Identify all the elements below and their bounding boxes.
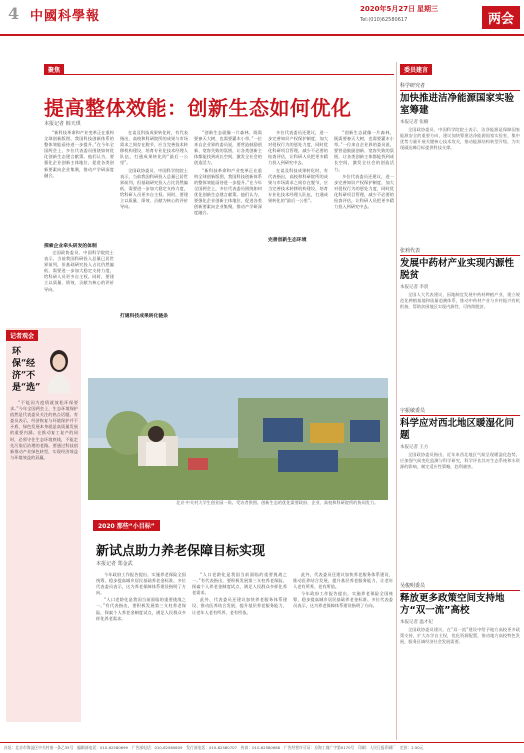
photo-illustration: [88, 378, 388, 500]
main-column-1: “新科技革命和产业变革正在重构全球创新版图，我国科技创新体系的整体效能亟待进一步提升。”在今年全国两会上，多位代表委员围绕如何优化创新生态建言献策。他们认为，要强化企业创新主体地位，促进各类创新要素向企业集聚，推动产学研深度融合。: [44, 130, 114, 178]
main-column-2: 在谈及科技成果转化时，有代表指出，高校和科研院所的成果与市场需求之间存在脱节，应当完善技术转移机构建设，培育专业化技术经理人队伍，打通成果转化的“最后一公里”。 全国政协委员、中国科学院院士表示，当前我国科研投入总量已居世界前列，但基础研究投入占比仍然偏低，需要进一步加大稳定支持力度，给科研人员更多自主权。同时，要建立以质量、绩效、贡献为核心的评价导向。: [120, 130, 188, 210]
side-title-4: 释放更多政策空间支持地方“双一流”高校: [400, 593, 505, 616]
side-body-4: 全国政协委员建议，在“双一流”建设中给予地方高校更多政策支持，扩大办学自主权，优化资源配置，推动地方高校特色发展，服务区域经济社会发展需要。: [400, 627, 520, 644]
main-column-3: “创新生态就像一片森林，既需要参天大树，也需要灌木小草。”一位来自企业界的委员说，要营造鼓励创新、宽容失败的氛围，让各类创新主体都能找到成长空间，激发全社会的创造活力。 “新科技革命和产业变革正在重构全球创新版图，我国科技创新体系的整体效能亟待进一步提升。”在今年全国两会上，多位代表委员围绕如何优化创新生态建言献策。他们认为，要强化企业创新主体地位，促进各类创新要素向企业集聚，推动产学研深度融合。: [194, 130, 262, 216]
date-block: [360, 4, 438, 23]
bottom-column-3: 此外，代表委员还建议加快养老服务体系建设，推动医养结合发展，提升基层养老服务能力，让老年人老有所养、老有所依。 今年政府工作报告提出，实施养老保险全国统筹，稳步提高城乡居民基础养老金标准。多位代表委员表示，这为养老保障体系建设指明了方向。: [293, 572, 393, 609]
main-subhead-2: 打通科技成果转化链条: [120, 314, 168, 319]
side-body-3: 全国政协委员指出，近年来西北地区气候呈现暖湿化趋势，应加强气候变化监测与科学研究，科学评估其对生态系统和水资源的影响，制定适应性策略，趋利避害。: [400, 452, 520, 469]
masthead-bar: [0, 0, 524, 36]
right-column: [400, 62, 520, 752]
main-headline: 提高整体效能：创新生态如何优化: [44, 96, 352, 120]
side-kicker-3: 宇振敏委员: [400, 407, 520, 416]
article-photo: [88, 378, 388, 500]
main-subhead-1: 探索企业牵头研发的体制: [44, 244, 97, 249]
section-rule: [44, 74, 394, 75]
main-subhead-3: 完善创新生态环境: [268, 238, 307, 243]
side-byline-3: 本报记者 王方: [400, 445, 429, 450]
section-flag: 两会: [482, 6, 520, 29]
bottom-headline: 新试点助力养老保障目标实现: [96, 544, 266, 559]
main-byline: 本报记者 韩天琪: [44, 121, 81, 127]
side-kicker-4: 吴俊明委员: [400, 582, 520, 591]
portrait-illustration: [44, 345, 74, 393]
side-title-2: 发展中药材产业实现内源性脱贫: [400, 258, 515, 281]
main-column-1b: 全国政协委员、中国科学院院士表示，当前我国科研投入总量已居世界前列，但基础研究投入占比仍然偏低，需要进一步加大稳定支持力度，给科研人员更多自主权。同时，要建立以质量、绩效、贡献为核心的评价导向。: [44, 250, 114, 292]
side-kicker-2: 张莉代表: [400, 247, 520, 256]
side-article-4: [400, 582, 520, 747]
side-article-1: [400, 82, 520, 227]
main-column-4: 多位代表委员还建议，进一步完善知识产权保护制度，加大对侵权行为的惩处力度，同时优化科研项目管理，减少不必要的检查评估，让科研人员把更多精力投入到研究中去。 在谈及科技成果转化时，有代表指出，高校和科研院所的成果与市场需求之间存在脱节，应当完善技术转移机构建设，培育专业化技术经理人队伍，打通成果转化的“最后一公里”。: [268, 130, 328, 204]
side-byline-2: 本报记者 李晨: [400, 285, 429, 290]
section-label: 聚焦: [44, 64, 64, 75]
right-column-divider: [396, 62, 397, 740]
side-article-3: [400, 407, 520, 592]
photo-caption: 北京·中关村大学生创业园一角。受访者供图。创新生态的优化需要政府、企业、高校和科研院所的协同发力。: [176, 500, 379, 505]
side-kicker-1: 科学研究者: [400, 82, 520, 91]
bottom-column-2: “人口老龄化是我国当前面临的重要挑战之一。”有代表指出，要积极发展第三支柱养老保险，探索个人养老金制度试点，满足人民群众多样化养老需求。 此外，代表委员还建议加快养老服务体系建设，推动医养结合发展，提升基层养老服务能力，让老年人老有所养、老有所依。: [192, 572, 287, 615]
side-title-1: 加快推进洁净能源国家实验室筹建: [400, 93, 515, 116]
main-column-5: “创新生态就像一片森林，既需要参天大树，也需要灌木小草。”一位来自企业界的委员说，要营造鼓励创新、宽容失败的氛围，让各类创新主体都能找到成长空间，激发全社会的创造活力。 多位代表委员还建议，进一步完善知识产权保护制度，加大对侵权行为的惩处力度，同时优化科研项目管理，减少不必要的检查评估，让科研人员把更多精力投入到研究中去。: [334, 130, 394, 210]
side-body-2: 全国人大代表建议，因地制宜发展中药材种植产业，建立规范化种植基地和质量追溯体系，推动中药材产业与乡村振兴有机衔接，帮助贫困地区实现内源性、可持续脱贫。: [400, 292, 520, 309]
side-byline-4: 本报记者 温才妃: [400, 620, 433, 625]
bottom-byline: 本报记者 郑金武: [96, 561, 133, 567]
newspaper-masthead: 中國科學報: [30, 9, 101, 24]
author-portrait: [44, 345, 74, 393]
bottom-column-1: 今年政府工作报告提出，实施养老保险全国统筹，稳步提高城乡居民基础养老金标准。多位代表委员表示，这为养老保障体系建设指明了方向。 “人口老龄化是我国当前面临的重要挑战之一。”有代表指出，要积极发展第三支柱养老保险，探索个人养老金制度试点，满足人民群众多样化养老需求。: [96, 572, 186, 621]
notes-body: “不能因为疫情就放松环保要求。”今年全国两会上，生态环境保护依然是代表委员关注的热点话题。有委员表示，经济恢复与环境保护并不矛盾，绿色发展本身就是高质量发展的重要内涵。在推动复工复产的同时，必须守住生态环境底线，不能走先污染后治理的老路。要通过科技创新推动产业绿色转型，实现经济效益与环境效益的双赢。: [10, 400, 78, 460]
contact-line: Tel:(010)62580617: [360, 17, 408, 23]
side-title-3: 科学应对西北地区暖湿化问题: [400, 418, 515, 441]
page-footer: 社址：北京市海淀区中关村南一条乙35号 编辑部电话：010-62580699 广告部电话：010-62580609 发行部电话：010-62580707 传真：010-62580688 广告经营许可证：京海工商广字第0170号 印刷：人民日报印刷厂 定价：2.50元: [0, 742, 524, 753]
notes-tab: 记者观会: [6, 330, 38, 341]
side-byline-1: 本报记者 张楠: [400, 120, 429, 125]
issue-weekday: 星期三: [417, 5, 439, 13]
side-article-2: [400, 247, 520, 402]
issue-date: 2020年5月27日: [360, 5, 416, 13]
notes-title: 环保“经济”不是“选”: [12, 347, 41, 393]
side-body-1: 全国政协委员、中国科学院院士表示，洁净能源是保障国家能源安全的重要方向，建议加快筹建洁净能源国家实验室，集中优势力量开展关键核心技术攻关，推动能源结构转型升级，为实现碳达峰目标提供科技支撑。: [400, 127, 520, 150]
bottom-section-tab: 2020 那些“小目标”: [93, 520, 160, 531]
right-column-label: 委员建言: [400, 64, 432, 75]
page-number: 4: [8, 4, 20, 23]
